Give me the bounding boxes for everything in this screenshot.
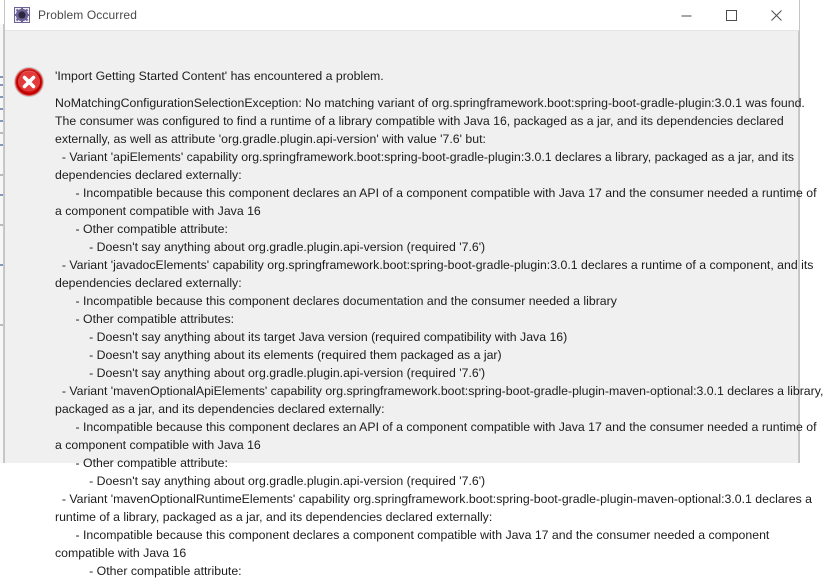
detail-line: - Doesn't say anything about org.gradle.plugin.api-version (required '7.6') xyxy=(55,240,486,254)
problem-occurred-dialog xyxy=(4,0,823,578)
detail-line: - Doesn't say anything about its elements (required them packaged as a jar) xyxy=(55,348,502,362)
detail-line: - Incompatible because this component declares documentation and the consumer needed a library xyxy=(55,294,617,308)
problem-headline: 'Import Getting Started Content' has encountered a problem. xyxy=(55,69,384,83)
detail-line: - Variant 'mavenOptionalApiElements' capability org.springframework.boot:spring-boot-gradle-plugin-maven-optional:3.0.1 declares a library, xyxy=(55,384,823,398)
background-text-line xyxy=(0,264,3,266)
detail-line: - Variant 'javadocElements' capability org.springframework.boot:spring-boot-gradle-plugin:3.0.1 declares a runtime of a component, and its xyxy=(55,258,814,272)
detail-line: - Variant 'apiElements' capability org.springframework.boot:spring-boot-gradle-plugin:3.0.1 declares a library, packaged as a jar, and its xyxy=(55,150,795,164)
detail-line: a component compatible with Java 16 xyxy=(55,438,261,452)
eclipse-problem-icon xyxy=(14,7,30,23)
dialog-body xyxy=(5,31,823,578)
problem-detail-text xyxy=(55,94,823,580)
detail-line: - Other compatible attribute: xyxy=(55,456,228,470)
detail-line: - Doesn't say anything about org.gradle.plugin.api-version (required '7.6') xyxy=(55,366,486,380)
detail-line: - Other compatible attribute: xyxy=(55,222,228,236)
detail-line: - Doesn't say anything about its target Java version (required compatibility with Java 16) xyxy=(55,330,568,344)
dialog-title-bar[interactable] xyxy=(5,0,799,31)
detail-line: - Incompatible because this component declares a component compatible with Java 17 and the consumer needed a component xyxy=(55,528,770,542)
detail-line: - Incompatible because this component declares an API of a component compatible with Java 17 and the consumer needed a runtime of xyxy=(55,420,817,434)
error-icon xyxy=(13,66,45,98)
maximize-button[interactable] xyxy=(709,0,754,31)
detail-line: - Doesn't say anything about org.gradle.plugin.api-version (required '7.6') xyxy=(55,474,486,488)
detail-line: The consumer was configured to find a runtime of a library compatible with Java 16, packaged as a jar, and its dependencies declared xyxy=(55,114,784,128)
detail-line: packaged as a jar, and its dependencies declared externally: xyxy=(55,402,385,416)
window-title: Problem Occurred xyxy=(38,8,137,22)
background-text-line xyxy=(0,120,3,122)
detail-line: dependencies declared externally: xyxy=(55,168,242,182)
detail-line: - Incompatible because this component declares an API of a component compatible with Java 17 and the consumer needed a runtime of xyxy=(55,186,817,200)
background-text-line xyxy=(0,76,3,78)
background-text-line xyxy=(0,96,3,98)
detail-line: - Other compatible attribute: xyxy=(55,564,242,578)
background-text-line xyxy=(0,132,3,134)
background-text-line xyxy=(0,224,3,226)
detail-line: - Other compatible attributes: xyxy=(55,312,235,326)
background-text-line xyxy=(0,194,3,196)
detail-line: compatible with Java 16 xyxy=(55,546,187,560)
detail-line: runtime of a library, packaged as a jar, and its dependencies declared externally: xyxy=(55,510,493,524)
background-text-line xyxy=(0,108,3,110)
detail-line: NoMatchingConfigurationSelectionException: No matching variant of org.springframework.boot:spring-boot-gradle-plugin:3.0.1 was found. xyxy=(55,96,805,110)
background-text-line xyxy=(0,84,3,86)
background-text-line xyxy=(0,174,3,176)
window-controls xyxy=(664,0,799,31)
background-text-line xyxy=(0,324,3,326)
detail-line: a component compatible with Java 16 xyxy=(55,204,261,218)
detail-line: - Variant 'mavenOptionalRuntimeElements' capability org.springframework.boot:spring-boot-gradle-plugin-maven-optional:3.0.1 declares a xyxy=(55,492,813,506)
detail-line: externally, as well as attribute 'org.gradle.plugin.api-version' with value '7.6' but: xyxy=(55,132,486,146)
detail-line: dependencies declared externally: xyxy=(55,276,242,290)
background-text-line xyxy=(0,144,3,146)
close-button[interactable] xyxy=(754,0,799,31)
minimize-button[interactable] xyxy=(664,0,709,31)
